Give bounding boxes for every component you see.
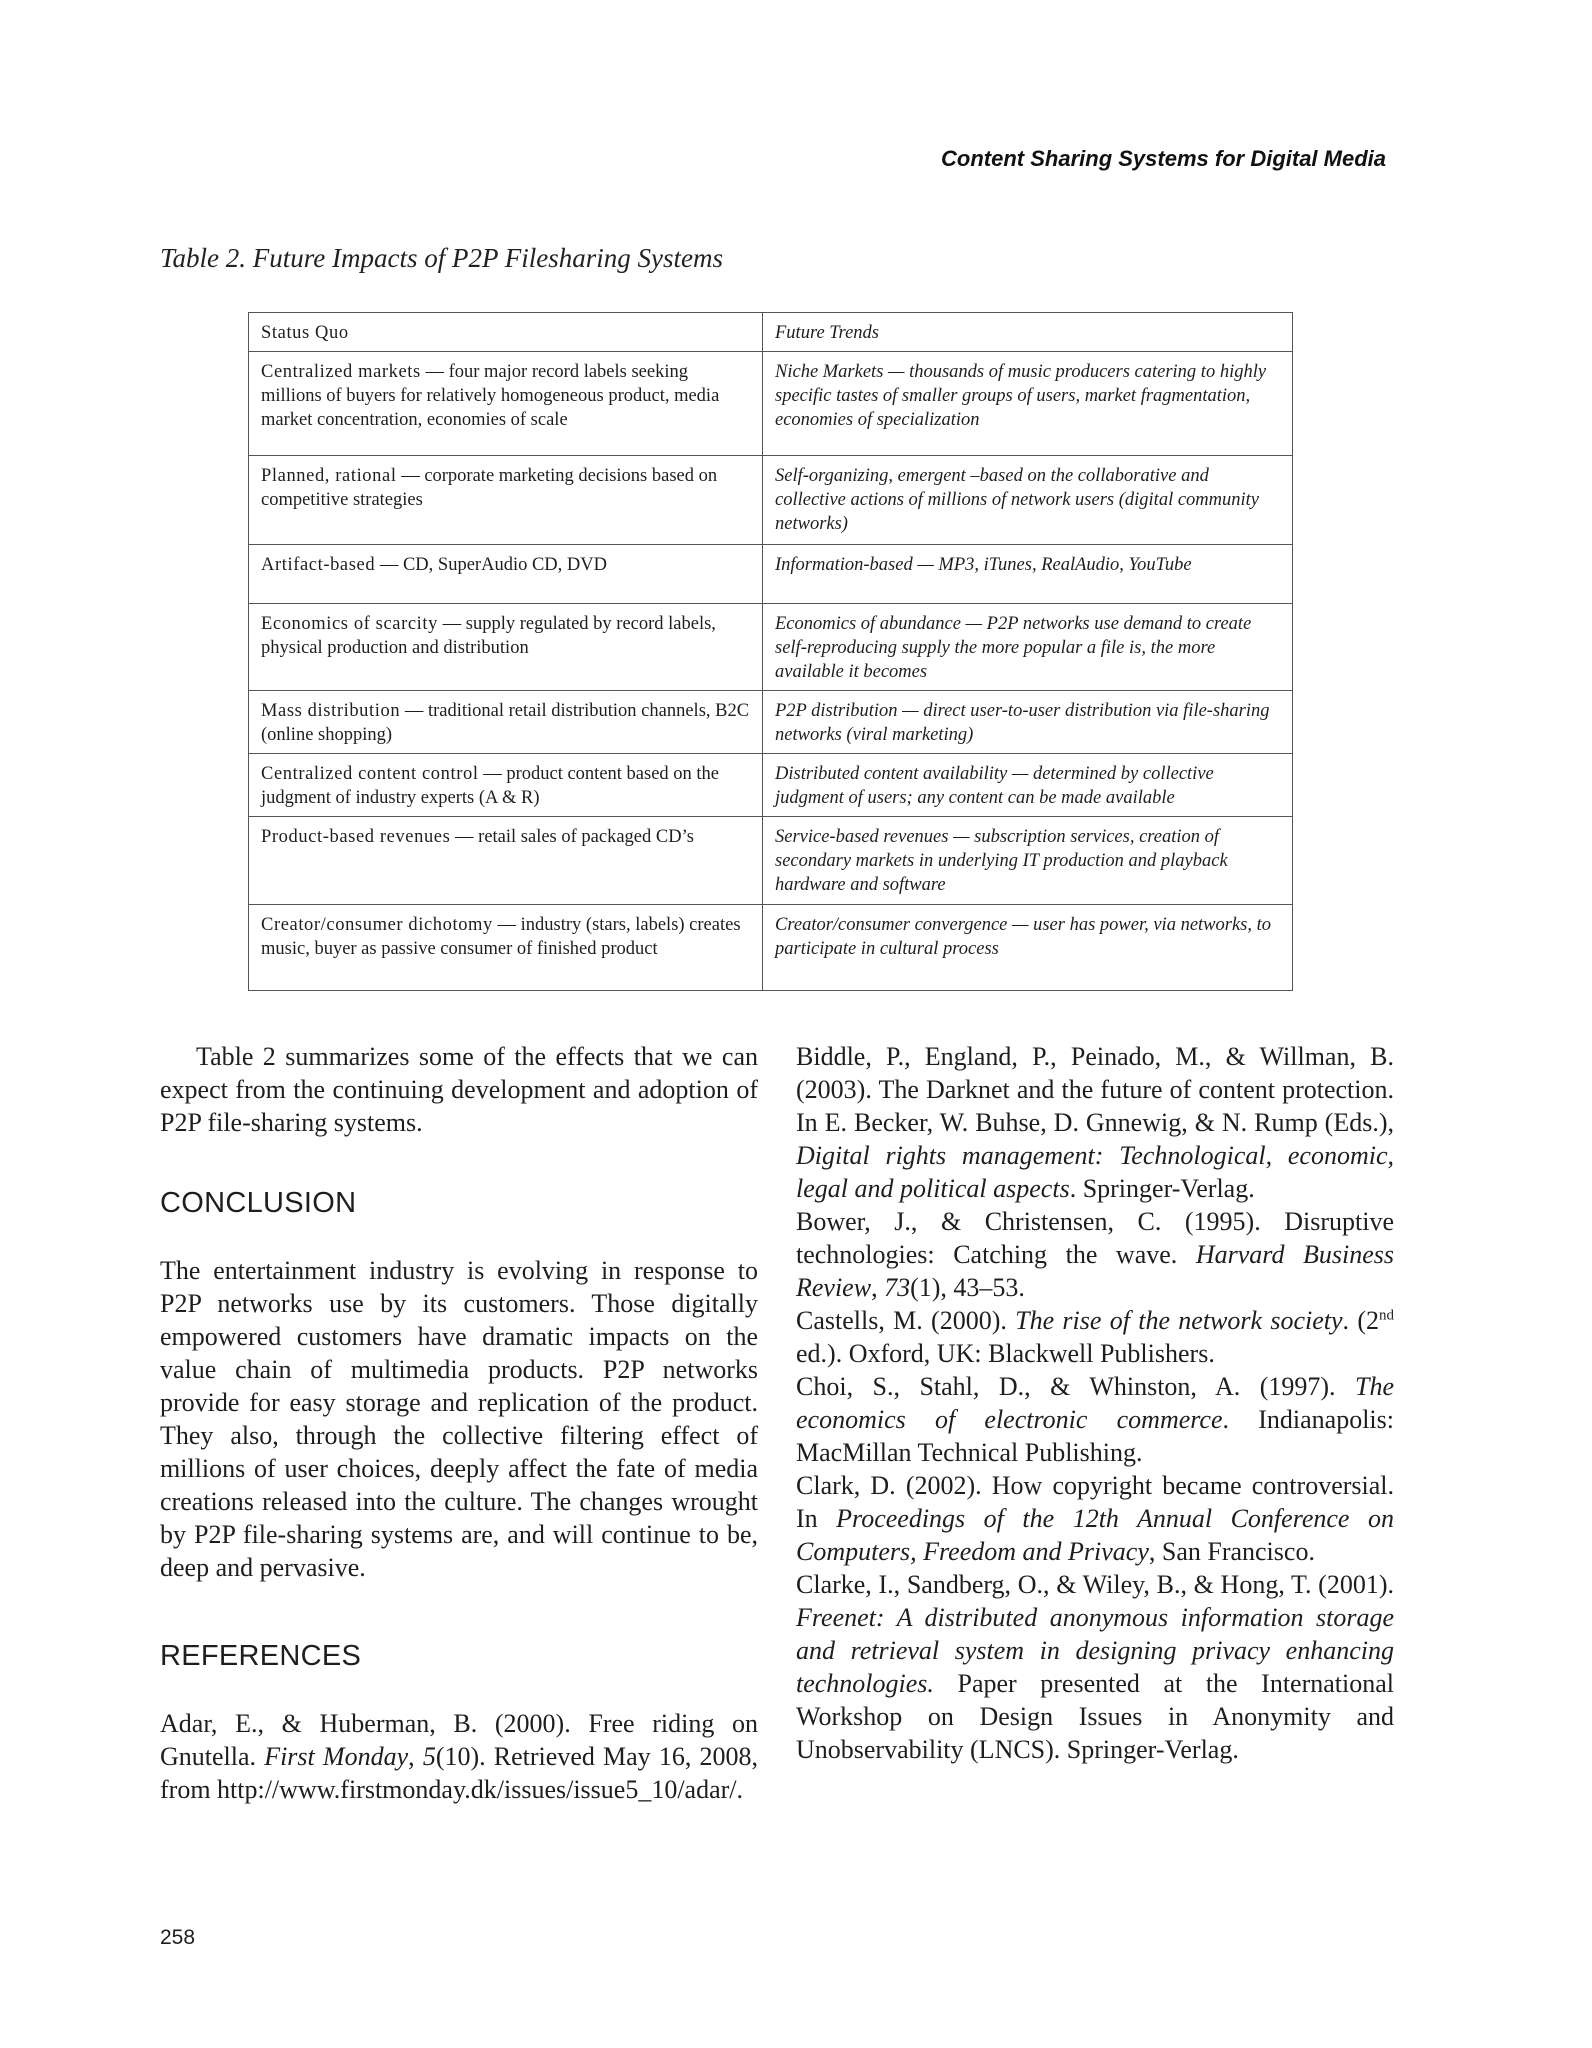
running-head: Content Sharing Systems for Digital Media [941, 146, 1386, 171]
future-trend-cell: P2P distribution — direct user-to-user distribution via file-sharing networks (viral marketing) [763, 691, 1293, 754]
future-trend-cell: Creator/consumer convergence — user has power, via networks, to participate in cultural process [763, 905, 1293, 991]
future-trend-cell: Self-organizing, emergent –based on the collaborative and collective actions of millions of network users (digital community networks) [763, 456, 1293, 545]
header-future-trends: Future Trends [763, 313, 1293, 352]
status-quo-cell: Artifact-based — CD, SuperAudio CD, DVD [249, 545, 763, 604]
reference-item: Choi, S., Stahl, D., & Whinston, A. (1997). The economics of electronic commerce. Indianapolis: MacMillan Technical Publishing. [796, 1372, 1394, 1467]
future-impacts-table [248, 312, 1293, 991]
status-quo-cell: Centralized content control — product content based on the judgment of industry experts (A & R) [249, 754, 763, 817]
future-trend-cell: Economics of abundance — P2P networks use demand to create self-reproducing supply the more popular a file is, the more available it becomes [763, 604, 1293, 691]
references-heading: REFERENCES [160, 1640, 362, 1672]
reference-item: Clark, D. (2002). How copyright became controversial. In Proceedings of the 12th Annual Conference on Computers, Freedom and Privacy, San Francisco. [796, 1471, 1394, 1566]
header-status-quo: Status Quo [249, 313, 763, 352]
table-row [249, 456, 1293, 545]
future-trend-cell: Information-based — MP3, iTunes, RealAudio, YouTube [763, 545, 1293, 604]
status-quo-cell: Product-based revenues — retail sales of packaged CD’s [249, 817, 763, 905]
table-row [249, 604, 1293, 691]
right-column [796, 1040, 1394, 1766]
future-trend-cell: Distributed content availability — determined by collective judgment of users; any content can be made available [763, 754, 1293, 817]
reference-item: Adar, E., & Huberman, B. (2000). Free riding on Gnutella. First Monday, 5(10). Retrieved May 16, 2008, from http://www.firstmonday.dk/issues/issue5_10/adar/. [160, 1709, 759, 1804]
left-column [160, 1040, 758, 1806]
table-row [249, 352, 1293, 456]
future-trend-cell: Service-based revenues — subscription services, creation of secondary markets in underlying IT production and playback hardware and software [763, 817, 1293, 905]
table-caption: Table 2. Future Impacts of P2P Filesharing Systems [160, 243, 723, 273]
conclusion-paragraph: The entertainment industry is evolving in response to P2P networks use by its customers. Those digitally empowered customers have dramatic impacts on the value chain of multimedia products. P2P networks provide for easy storage and replication of the product. They also, through the collective filtering effect of millions of user choices, deeply affect the fate of media creations released into the culture. The changes wrought by P2P file-sharing systems are, and will continue to be, deep and pervasive. [160, 1256, 758, 1582]
reference-item: Biddle, P., England, P., Peinado, M., & Willman, B. (2003). The Darknet and the future of content protection. In E. Becker, W. Buhse, D. Gnnewig, & N. Rump (Eds.), Digital rights management: Technological, economic, legal and political aspects. Springer-Verlag. [796, 1042, 1394, 1203]
table-row [249, 817, 1293, 905]
intro-paragraph: Table 2 summarizes some of the effects that we can expect from the continuing development and adoption of P2P file-sharing systems. [160, 1042, 758, 1137]
status-quo-cell: Economics of scarcity — supply regulated by record labels, physical production and distribution [249, 604, 763, 691]
conclusion-heading: CONCLUSION [160, 1187, 357, 1219]
reference-item: Clarke, I., Sandberg, O., & Wiley, B., & Hong, T. (2001). Freenet: A distributed anonymous information storage and retrieval system in designing privacy enhancing technologies. Paper presented at the International Workshop on Design Issues in Anonymity and Unobservability (LNCS). Springer-Verlag. [796, 1570, 1394, 1764]
status-quo-cell: Mass distribution — traditional retail distribution channels, B2C (online shopping) [249, 691, 763, 754]
table-row [249, 691, 1293, 754]
page-number: 258 [160, 1926, 196, 1949]
reference-item: Bower, J., & Christensen, C. (1995). Disruptive technologies: Catching the wave. Harvard Business Review, 73(1), 43–53. [796, 1207, 1395, 1302]
status-quo-cell: Planned, rational — corporate marketing decisions based on competitive strategies [249, 456, 763, 545]
status-quo-cell: Centralized markets — four major record labels seeking millions of buyers for relatively homogeneous product, media market concentration, economies of scale [249, 352, 763, 456]
status-quo-cell: Creator/consumer dichotomy — industry (stars, labels) creates music, buyer as passive consumer of finished product [249, 905, 763, 991]
table-row [249, 754, 1293, 817]
table-row [249, 545, 1293, 604]
reference-item: Castells, M. (2000). The rise of the network society. (2nd ed.). Oxford, UK: Blackwell Publishers. [796, 1306, 1394, 1368]
future-trend-cell: Niche Markets — thousands of music producers catering to highly specific tastes of smaller groups of users, market fragmentation, economies of specialization [763, 352, 1293, 456]
table-header-row [249, 313, 1293, 352]
table-row [249, 905, 1293, 991]
